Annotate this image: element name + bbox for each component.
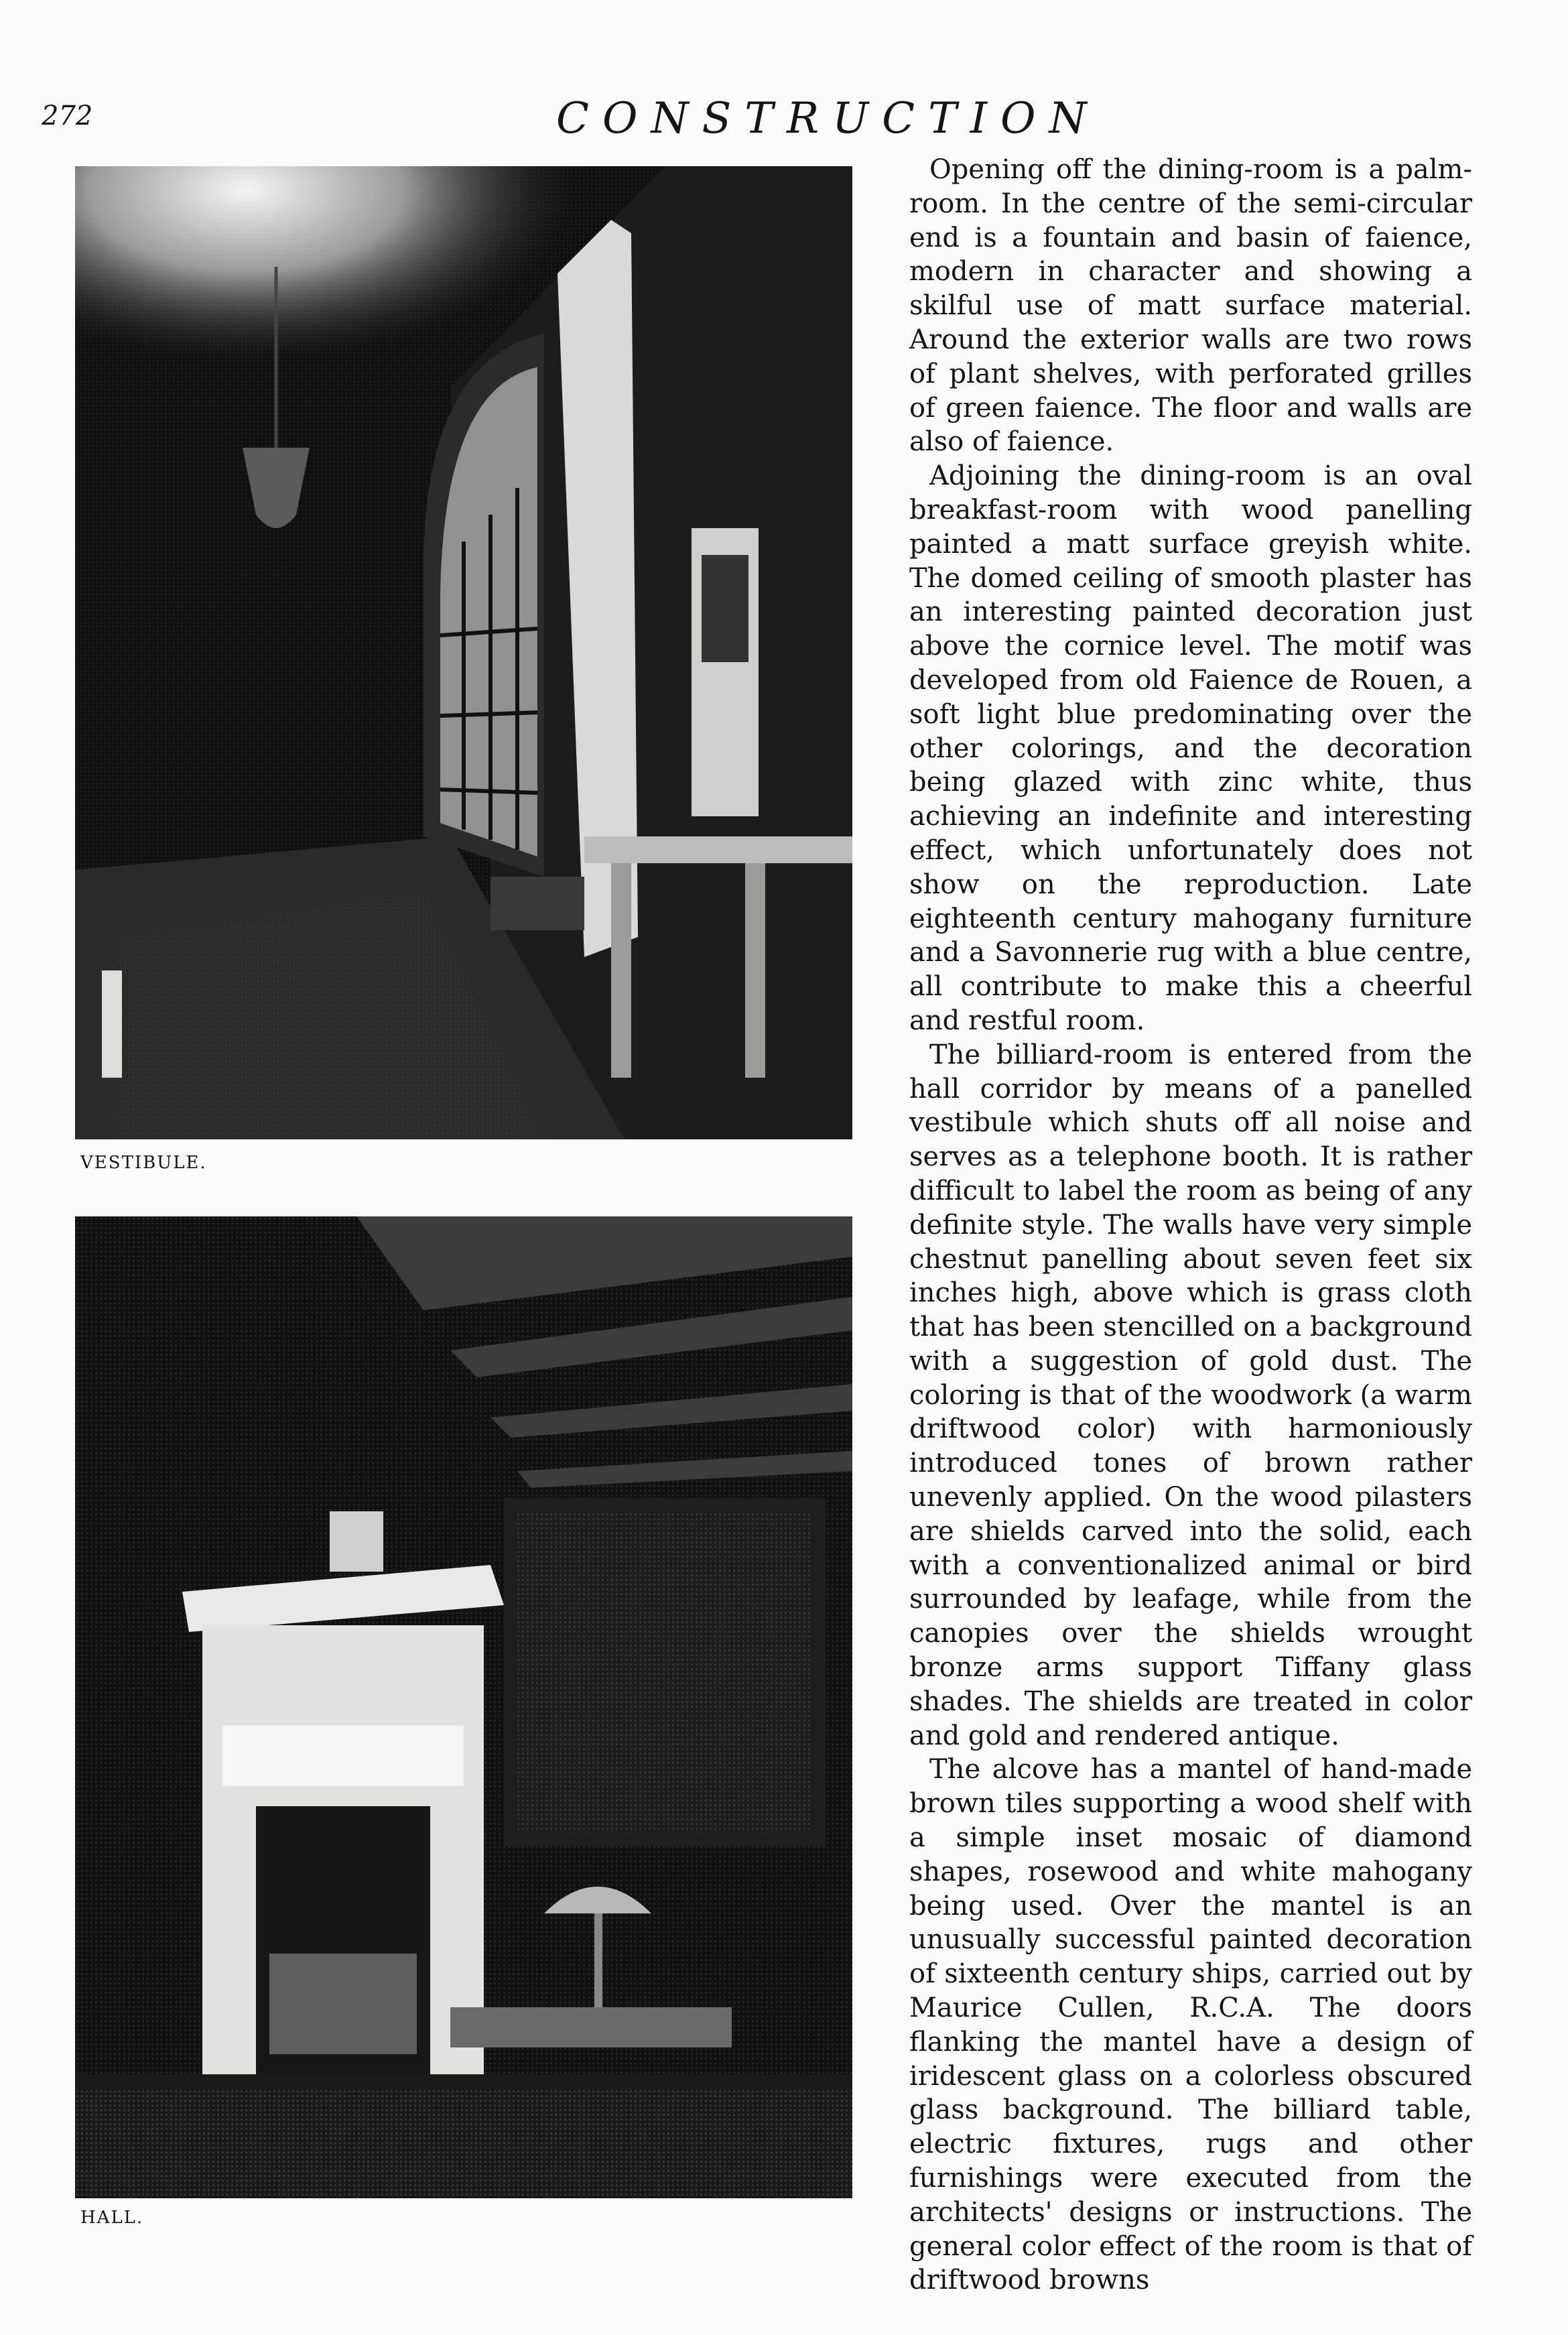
- article-paragraph: Adjoining the dining-room is an oval breakfast-room with wood panelling painted a matt surface greyish white. The domed ceiling of smooth plaster has an interesting painted decoration just above the cornice level. The motif was developed from old Faience de Rouen, a soft light blue predominating over the other colorings, and the decoration being glazed with zinc white, thus achieving an indefinite and interesting effect, which unfortunately does not show on the reproduction. Late eighteenth century mahogany furniture and a Savonnerie rug with a blue centre, all contribute to make this a cheerful and restful room.: [909, 460, 1472, 1036]
- hall-caption: HALL.: [80, 2208, 144, 2228]
- article-paragraph: The billiard-room is entered from the hall corridor by means of a panelled vestibule which shuts off all noise and serves as a telephone booth. It is rather difficult to label the room as being of any definite style. The walls have very simple chestnut panelling about seven feet six inches high, above which is grass cloth that has been stencilled on a background with a suggestion of gold dust. The coloring is that of the woodwork (a warm driftwood color) with harmoniously introduced tones of brown rather unevenly applied. On the wood pilasters are shields carved into the solid, each with a conventionalized animal or bird surrounded by leafage, while from the canopies over the shields wrought bronze arms support Tiffany glass shades. The shields are treated in color and gold and rendered antique.: [909, 1039, 1472, 1751]
- vestibule-caption: VESTIBULE.: [80, 1153, 207, 1173]
- vestibule-photo: [75, 166, 852, 1139]
- vestibule-photo-image: [75, 166, 852, 1139]
- page-number: 272: [42, 101, 93, 131]
- article-paragraph: The alcove has a mantel of hand-made brown tiles supporting a wood shelf with a simple inset mosaic of diamond shapes, rosewood and white mahogany being used. Over the mantel is an unusually successful painted decoration of sixteenth century ships, carried out by Maurice Cullen, R.C.A. The doors flanking the mantel have a design of iridescent glass on a colorless obscured glass background. The billiard table, electric fixtures, rugs and other furnishings were executed from the architects' designs or instructions. The general color effect of the room is that of driftwood browns: [909, 1754, 1472, 2296]
- journal-title: CONSTRUCTION: [556, 94, 1100, 143]
- article-paragraph: Opening off the dining-room is a palm-room. In the centre of the semi-circular end is a fountain and basin of faience, modern in character and showing a skilful use of matt surface material. Around the exterior walls are two rows of plant shelves, with perforated grilles of green faience. The floor and walls are also of faience.: [909, 154, 1472, 458]
- hall-photo-image: [75, 1216, 852, 2198]
- hall-photo: [75, 1216, 852, 2198]
- article-body: [909, 153, 1472, 2297]
